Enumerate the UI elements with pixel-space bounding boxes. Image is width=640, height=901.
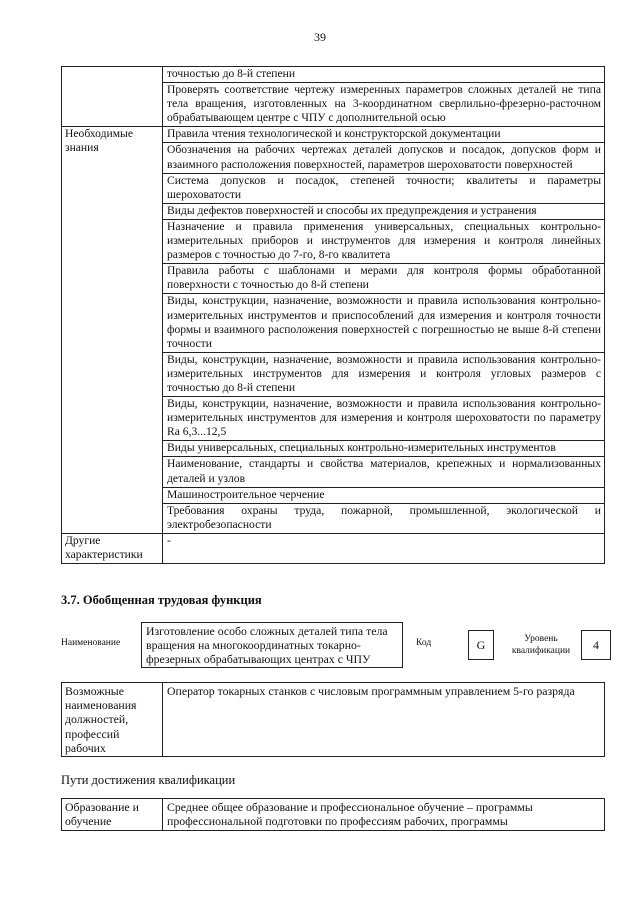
table-cell: Виды, конструкции, назначение, возможности и правила использования контрольно-измерительных инструментов для измерения и контроля угловых размеров с точностью до 8-й степени <box>163 352 605 396</box>
function-name-row <box>61 622 611 668</box>
table-cell: Требования охраны труда, пожарной, промышленной, экологической и электробезопасности <box>163 503 605 533</box>
table-row <box>62 67 605 83</box>
education-label: Образование и обучение <box>62 799 163 831</box>
table-cell: Правила чтения технологической и конструкторской документации <box>163 127 605 143</box>
table-cell: Виды, конструкции, назначение, возможности и правила использования контрольно-измерительных инструментов и приспособлений для измерения и контроля точности формы и взаимного расположения поверхностей с погрешностью не выше 8-й степени точности <box>163 294 605 352</box>
name-label: Наименование <box>61 638 121 648</box>
page-number: 39 <box>314 30 326 44</box>
table-row <box>62 683 605 757</box>
section-heading: 3.7. Обобщенная трудовая функция <box>61 593 262 607</box>
table-cell: Правила работы с шаблонами и мерами для контроля формы обработанной поверхности с точностью до 8-й степени <box>163 264 605 294</box>
row-label-knowledge: Необходимые знания <box>62 127 163 534</box>
knowledge-table <box>61 66 605 564</box>
row-label <box>62 67 163 127</box>
positions-label: Возможные наименования должностей, профессий рабочих <box>62 683 163 757</box>
table-cell: точностью до 8-й степени <box>163 67 605 83</box>
row-label-other: Другие характеристики <box>62 533 163 563</box>
code-value: G <box>468 630 494 660</box>
table-cell: Виды дефектов поверхностей и способы их предупреждения и устранения <box>163 203 605 219</box>
table-cell: Наименование, стандарты и свойства материалов, крепежных и нормализованных деталей и узлов <box>163 457 605 487</box>
education-value: Среднее общее образование и профессиональное обучение – программы профессиональной подготовки по профессиям рабочих, программы <box>163 799 605 831</box>
positions-table <box>61 682 605 757</box>
table-cell: Виды, конструкции, назначение, возможности и правила использования контрольно-измерительных инструментов для измерения и контроля шероховатости по параметру Ra 6,3...12,5 <box>163 397 605 441</box>
positions-value: Оператор токарных станков с числовым программным управлением 5-го разряда <box>163 683 605 757</box>
table-cell: Обозначения на рабочих чертежах деталей допусков и посадок, допусков форм и взаимного расположения поверхностей, параметров шероховатости поверхностей <box>163 143 605 173</box>
table-cell: Виды универсальных, специальных контрольно-измерительных инструментов <box>163 441 605 457</box>
table-cell: Машиностроительное черчение <box>163 487 605 503</box>
table-row <box>62 127 605 143</box>
qualification-path-title: Пути достижения квалификации <box>61 773 236 787</box>
table-cell: - <box>163 533 605 563</box>
name-value: Изготовление особо сложных деталей типа тела вращения на многокоординатных токарно-фрезерных обрабатывающих центрах с ЧПУ <box>141 622 403 668</box>
education-table <box>61 798 605 831</box>
table-cell: Проверять соответствие чертежу измеренных параметров сложных деталей не типа тела вращения, изготовленных на 3-координатном сверлильно-фрезерно-расточном обрабатывающем центре с ЧПУ с дополнительной осью <box>163 83 605 127</box>
code-label: Код <box>416 638 432 648</box>
level-label: Уровень квалификации <box>511 634 571 656</box>
table-cell: Назначение и правила применения универсальных, специальных контрольно-измерительных приборов и инструментов для измерения и контроля линейных размеров с точностью до 7-го, 8-го квалитета <box>163 219 605 263</box>
table-row <box>62 533 605 563</box>
level-value: 4 <box>581 630 611 660</box>
table-cell: Система допусков и посадок, степеней точности; квалитеты и параметры шероховатости <box>163 173 605 203</box>
table-row <box>62 799 605 831</box>
